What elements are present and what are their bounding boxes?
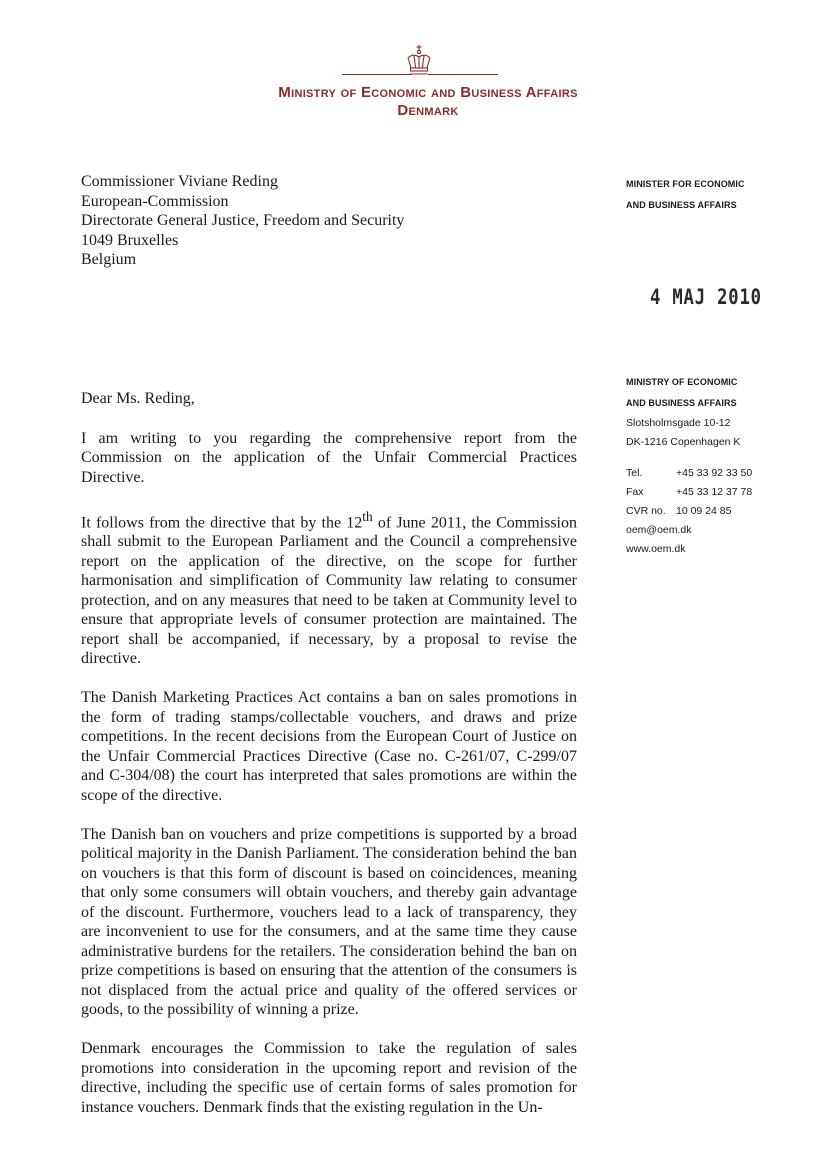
office-website: www.oem.dk bbox=[626, 543, 686, 555]
office-city: DK-1216 Copenhagen K bbox=[626, 436, 741, 448]
ministry-country: Denmark bbox=[397, 102, 459, 119]
paragraph-5: Denmark encourages the Commission to take the regulation of sales promotions into consideration in the upcoming report and revision of the directive, including the specific use of certain forms of sales promotion for instance vouchers. Denmark finds that the existing regulation in the Un- bbox=[81, 1040, 577, 1116]
letter-body bbox=[81, 389, 577, 1137]
paragraph-2-rest: of June 2011, the Commission shall submit to the European Parliament and the Council a comprehensive report on the application of the directive, on the scope for further harmonisation and simplification of Community law relating to consumer protection, and on any measures that need to be taken at Community level to ensure that appropriate levels of consumer protection are maintained. The report shall be accompanied, if necessary, by a proposal to revise the directive. bbox=[81, 513, 578, 668]
letterhead bbox=[0, 44, 826, 119]
letterhead-rule-left bbox=[342, 74, 412, 75]
date-stamp: 4 MAJ 2010 bbox=[650, 285, 762, 309]
ordinal-suffix: th bbox=[362, 508, 373, 524]
recipient-line: Belgium bbox=[81, 251, 137, 268]
salutation: Dear Ms. Reding, bbox=[81, 390, 195, 407]
office-name-line: AND BUSINESS AFFAIRS bbox=[626, 398, 737, 408]
recipient-line: Commissioner Viviane Reding bbox=[81, 173, 278, 190]
recipient-line: Directorate General Justice, Freedom and Security bbox=[81, 212, 405, 229]
paragraph-2 bbox=[81, 507, 577, 669]
letterhead-rule-right bbox=[428, 74, 498, 75]
contact-label: CVR no. bbox=[626, 505, 666, 517]
contact-label: Fax bbox=[626, 486, 644, 498]
paragraph-2-start: It follows from the directive that by the 12 bbox=[81, 513, 363, 531]
sender-title bbox=[626, 174, 745, 216]
contact-value: +45 33 92 33 50 bbox=[676, 467, 753, 479]
recipient-address bbox=[81, 172, 404, 270]
paragraph-4: The Danish ban on vouchers and prize competitions is supported by a broad political majority in the Danish Parliament. The consideration behind the ban on vouchers is that this form of discount is based on coincidences, meaning that only some consumers will obtain vouchers, and thereby gain advantage of the discount. Furthermore, vouchers lead to a lack of transparency, they are inconvenient to use for the consumers, and at the same time they cause administrative burdens for the retailers. The consideration behind the ban on prize competitions is based on ensuring that the attention of the consumers is not displaced from the actual price and quality of the offered services or goods, to the possibility of winning a prize. bbox=[81, 825, 577, 1019]
contact-value: +45 33 12 37 78 bbox=[676, 486, 753, 498]
office-street: Slotsholmsgade 10-12 bbox=[626, 417, 731, 429]
crown-emblem-icon bbox=[403, 44, 435, 78]
office-name-line: MINISTRY OF ECONOMIC bbox=[626, 377, 738, 387]
sender-title-line: AND BUSINESS AFFAIRS bbox=[626, 200, 737, 210]
ministry-name: Ministry of Economic and Business Affairs bbox=[278, 84, 578, 101]
office-contact-block bbox=[626, 372, 752, 559]
paragraph-1: I am writing to you regarding the comprehensive report from the Commission on the application of the Unfair Commercial Practices Directive. bbox=[81, 429, 577, 486]
contact-row-tel bbox=[626, 464, 752, 483]
paragraph-3: The Danish Marketing Practices Act contains a ban on sales promotions in the form of trading stamps/collectable vouchers, and draws and prize competitions. In the recent decisions from the European Court of Justice on the Unfair Commercial Practices Directive (Case no. C-261/07, C-299/07 and C-304/08) the court has interpreted that sales promotions are within the scope of the directive. bbox=[81, 689, 577, 804]
contact-row-fax bbox=[626, 483, 752, 502]
contact-row-cvr bbox=[626, 502, 752, 521]
recipient-line: 1049 Bruxelles bbox=[81, 231, 179, 249]
office-email: oem@oem.dk bbox=[626, 524, 692, 536]
sender-title-line: MINISTER FOR ECONOMIC bbox=[626, 179, 745, 189]
contact-value: 10 09 24 85 bbox=[676, 505, 732, 517]
contact-label: Tel. bbox=[626, 467, 643, 479]
recipient-line: European-Commission bbox=[81, 192, 229, 210]
